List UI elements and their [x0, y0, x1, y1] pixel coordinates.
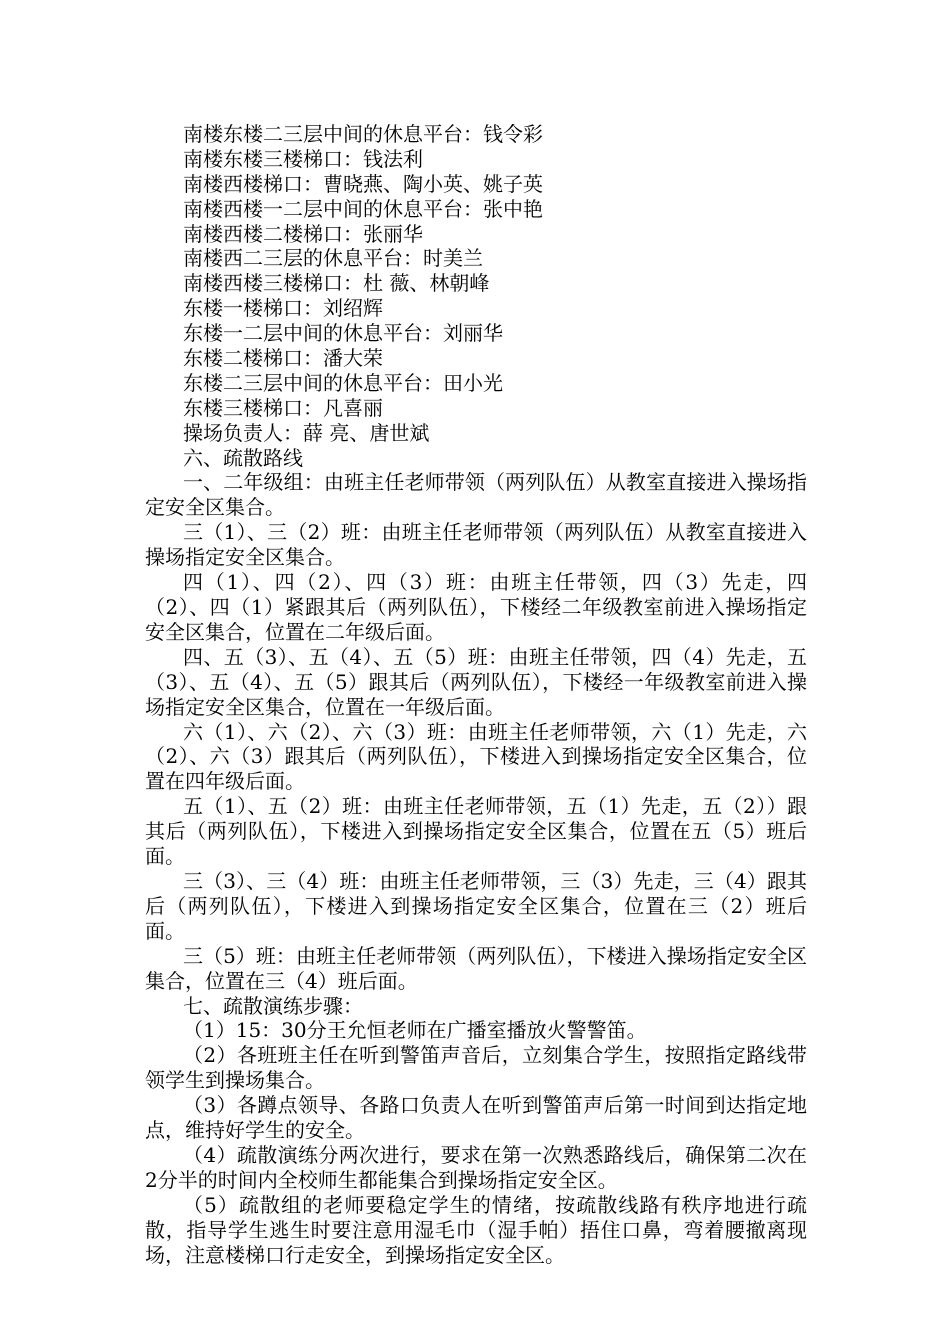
route-paragraph: 四、五（3）、五（4）、五（5）班：由班主任带领，四（4）先走，五（3）、五（4）、五（5）跟其后（两列队伍），下楼经一年级教室前进入操场指定安全区集合，位置在一年级后面。 [145, 644, 807, 719]
step-paragraph: （1）15：30分王允恒老师在广播室播放火警警笛。 [183, 1018, 647, 1043]
route-paragraph: 六（1）、六（2）、六（3）班：由班主任老师带领，六（1）先走，六（2）、六（3）跟其后（两列队伍），下楼进入到操场指定安全区集合，位置在四年级后面。 [145, 719, 807, 794]
duty-line: 东楼二三层中间的休息平台：田小光 [183, 370, 503, 395]
step-paragraph: （5）疏散组的老师要稳定学生的情绪，按疏散线路有秩序地进行疏散，指导学生逃生时要注意用湿毛巾（湿手帕）捂住口鼻，弯着腰撤离现场，注意楼梯口行走安全，到操场指定安全区。 [145, 1192, 807, 1267]
duty-line: 南楼东楼二三层中间的休息平台：钱令彩 [183, 122, 543, 146]
route-paragraph: 三（3）、三（4）班：由班主任老师带领，三（3）先走，三（4）跟其后（两列队伍），下楼进入到操场指定安全区集合，位置在三（2）班后面。 [145, 868, 807, 943]
route-paragraph: 一、二年级组：由班主任老师带领（两列队伍）从教室直接进入操场指定安全区集合。 [145, 470, 807, 520]
route-paragraph: 三（1）、三（2）班：由班主任老师带领（两列队伍）从教室直接进入操场指定安全区集合。 [145, 520, 807, 570]
duty-line: 东楼一楼梯口：刘绍辉 [183, 296, 383, 321]
step-paragraph: （3）各蹲点领导、各路口负责人在听到警笛声后第一时间到达指定地点，维持好学生的安全。 [145, 1093, 807, 1143]
duty-line: 南楼西楼一二层中间的休息平台：张中艳 [183, 196, 543, 221]
duty-line: 东楼三楼梯口：凡喜丽 [183, 395, 383, 420]
document-page [145, 122, 807, 1267]
duty-line: 东楼一二层中间的休息平台：刘丽华 [183, 321, 503, 346]
route-paragraph: 五（1）、五（2）班：由班主任老师带领，五（1）先走，五（2））跟其后（两列队伍），下楼进入到操场指定安全区集合，位置在五（5）班后面。 [145, 794, 807, 869]
section-heading-evacuation-routes: 六、疏散路线 [183, 445, 303, 470]
step-paragraph: （2）各班班主任在听到警笛声音后，立刻集合学生，按照指定路线带领学生到操场集合。 [145, 1043, 807, 1093]
duty-line: 南楼西楼梯口：曹晓燕、陶小英、姚子英 [183, 171, 543, 196]
duty-line: 操场负责人：薛 亮、唐世斌 [183, 420, 430, 445]
duty-line: 东楼二楼梯口：潘大荣 [183, 346, 383, 371]
route-paragraph: 四（1）、四（2）、四（3）班：由班主任带领，四（3）先走，四（2）、四（1）紧跟其后（两列队伍），下楼经二年级教室前进入操场指定安全区集合，位置在二年级后面。 [145, 570, 807, 644]
duty-line: 南楼西二三层的休息平台：时美兰 [183, 246, 483, 271]
section-heading-drill-steps: 七、疏散演练步骤： [183, 993, 363, 1018]
duty-line: 南楼西楼二楼梯口：张丽华 [183, 221, 423, 246]
step-paragraph: （4）疏散演练分两次进行，要求在第一次熟悉路线后，确保第二次在2分半的时间内全校师生都能集合到操场指定安全区。 [145, 1142, 807, 1192]
duty-line: 南楼东楼三楼梯口：钱法利 [183, 146, 423, 171]
route-paragraph: 三（5）班：由班主任老师带领（两列队伍），下楼进入操场指定安全区集合，位置在三（4）班后面。 [145, 943, 807, 993]
duty-line: 南楼西楼三楼梯口：杜 薇、林朝峰 [183, 271, 490, 296]
